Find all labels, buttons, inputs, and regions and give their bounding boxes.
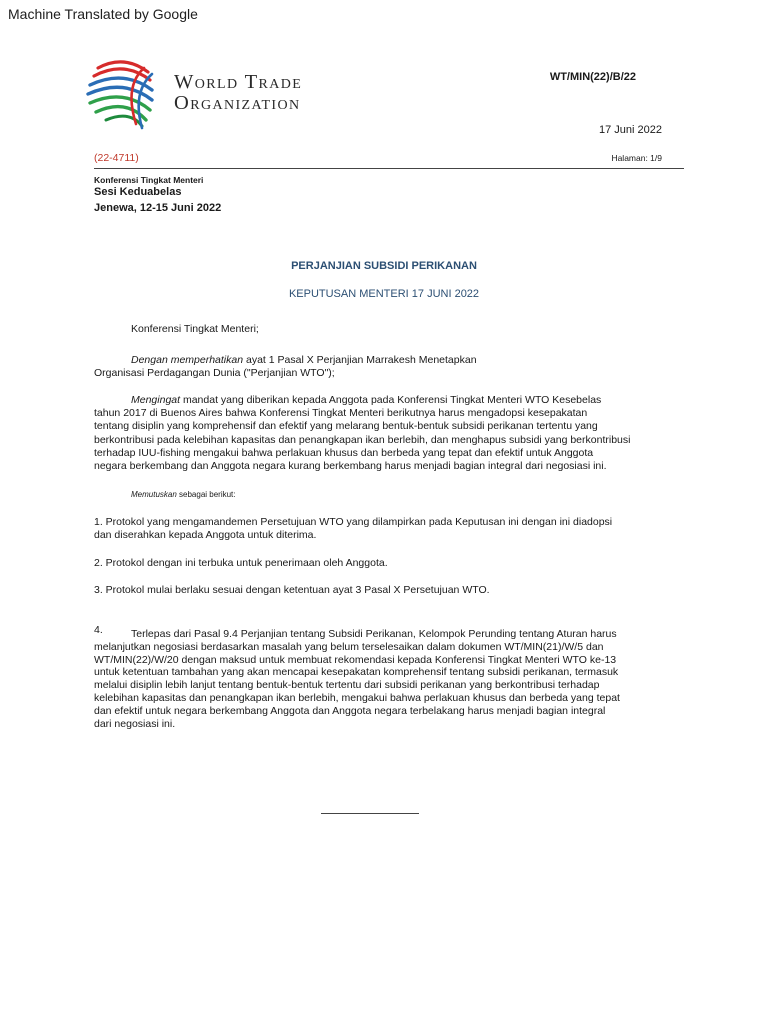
meeting-place-date: Jenewa, 12-15 Juni 2022 [94, 202, 222, 214]
preamble-paragraph-3 [94, 394, 630, 473]
item-1-line1: 1. Protokol yang mengamandemen Persetujuan WTO yang dilampirkan pada Keputusan ini dengan ini diadopsi [94, 516, 613, 528]
closing-rule [321, 813, 419, 814]
wto-logo-icon [84, 56, 170, 132]
decides-rest: sebagai berikut: [176, 490, 236, 499]
preamble-3-line: berkontribusi pada kelebihan kapasitas dan penangkapan ikan berlebih, dan menghapus subsidi yang berkontribusi [94, 433, 631, 446]
item-4-line: untuk ketentuan tambahan yang akan mencapai kesepakatan komprehensif tentang subsidi perikanan, termasuk [94, 666, 619, 679]
preamble-3-line1: mandat yang diberikan kepada Anggota pada Konferensi Tingkat Menteri WTO Kesebelas [180, 394, 602, 406]
item-4-line: melalui disiplin lebih lanjut tentang bentuk-bentuk tertentu dari subsidi perikanan yang berkontribusi terhadap [94, 679, 600, 692]
preamble-3-line: tentang disiplin yang komprehensif dan efektif yang melarang bentuk-bentuk subsidi perikanan tertentu yang [94, 420, 598, 433]
page-number: Halaman: 1/9 [611, 153, 662, 163]
preamble-2-line2: Organisasi Perdagangan Dunia ("Perjanjian WTO"); [94, 367, 335, 380]
item-4-line: kelebihan kapasitas dan penangkapan ikan berlebih, mengakui bahwa perlakuan khusus dan berbeda yang tepat [94, 691, 620, 704]
preamble-2-italic: Dengan memperhatikan [131, 354, 244, 366]
preamble-1-text: Konferensi Tingkat Menteri; [131, 323, 259, 335]
item-2-text: 2. Protokol dengan ini terbuka untuk penerimaan oleh Anggota. [94, 557, 388, 569]
item-4-line: dari negosiasi ini. [94, 717, 176, 730]
item-3-text: 3. Protokol mulai berlaku sesuai dengan ketentuan ayat 3 Pasal X Persetujuan WTO. [94, 584, 490, 596]
item-4-line: melanjutkan negosiasi berdasarkan masalah yang belum terselesaikan dalam dokumen WT/MIN(21)/W/5 dan [94, 640, 604, 653]
decides-clause [131, 488, 236, 501]
preamble-3-line: tahun 2017 di Buenos Aires bahwa Konferensi Tingkat Menteri berikutnya harus mengadopsi kesepakatan [94, 407, 588, 420]
decision-item-2 [94, 557, 388, 570]
preamble-3-italic: Mengingat [131, 394, 181, 406]
item-1-line2: dan diserahkan kepada Anggota untuk diterima. [94, 529, 317, 542]
document-title: PERJANJIAN SUBSIDI PERIKANAN [291, 260, 477, 272]
machine-translated-banner: Machine Translated by Google [8, 6, 198, 22]
document-reference: (22-4711) [94, 152, 139, 164]
organization-name-line1: World Trade [174, 71, 303, 93]
document-symbol: WT/MIN(22)/B/22 [549, 71, 636, 83]
item-4-line: dan efektif untuk negara berkembang Anggota dan Anggota negara terbelakang harus menjadi bagian integral [94, 704, 606, 717]
decision-item-1 [94, 516, 612, 542]
meeting-body: Konferensi Tingkat Menteri [94, 175, 204, 185]
preamble-paragraph-1 [131, 323, 259, 336]
item-4-line: WT/MIN(22)/W/20 dengan maksud untuk membuat rekomendasi kepada Konferensi Tingkat Menteri WTO ke-13 [94, 653, 617, 666]
preamble-2-line1: ayat 1 Pasal X Perjanjian Marrakesh Menetapkan [243, 354, 477, 366]
organization-name-line2: Organization [174, 92, 301, 114]
decision-item-4 [94, 624, 620, 730]
preamble-paragraph-2 [94, 354, 477, 380]
meeting-session: Sesi Keduabelas [94, 186, 182, 198]
item-4-number: 4. [94, 624, 103, 636]
item-4-line1: Terlepas dari Pasal 9.4 Perjanjian tentang Subsidi Perikanan, Kelompok Perunding tentang Aturan harus [131, 628, 617, 640]
document-subtitle: KEPUTUSAN MENTERI 17 JUNI 2022 [288, 288, 480, 300]
document-date: 17 Juni 2022 [599, 124, 662, 136]
header-divider [94, 168, 684, 169]
preamble-3-line: negara berkembang dan Anggota negara kurang berkembang harus menjadi bagian integral dari negosiasi ini. [94, 460, 607, 473]
organization-name [174, 72, 302, 114]
preamble-3-line: terhadap IUU-fishing mengakui bahwa perlakuan khusus dan berbeda yang tepat dan efektif untuk Anggota [94, 446, 594, 459]
decision-item-3 [94, 584, 490, 597]
decides-italic: Memutuskan [131, 490, 177, 499]
